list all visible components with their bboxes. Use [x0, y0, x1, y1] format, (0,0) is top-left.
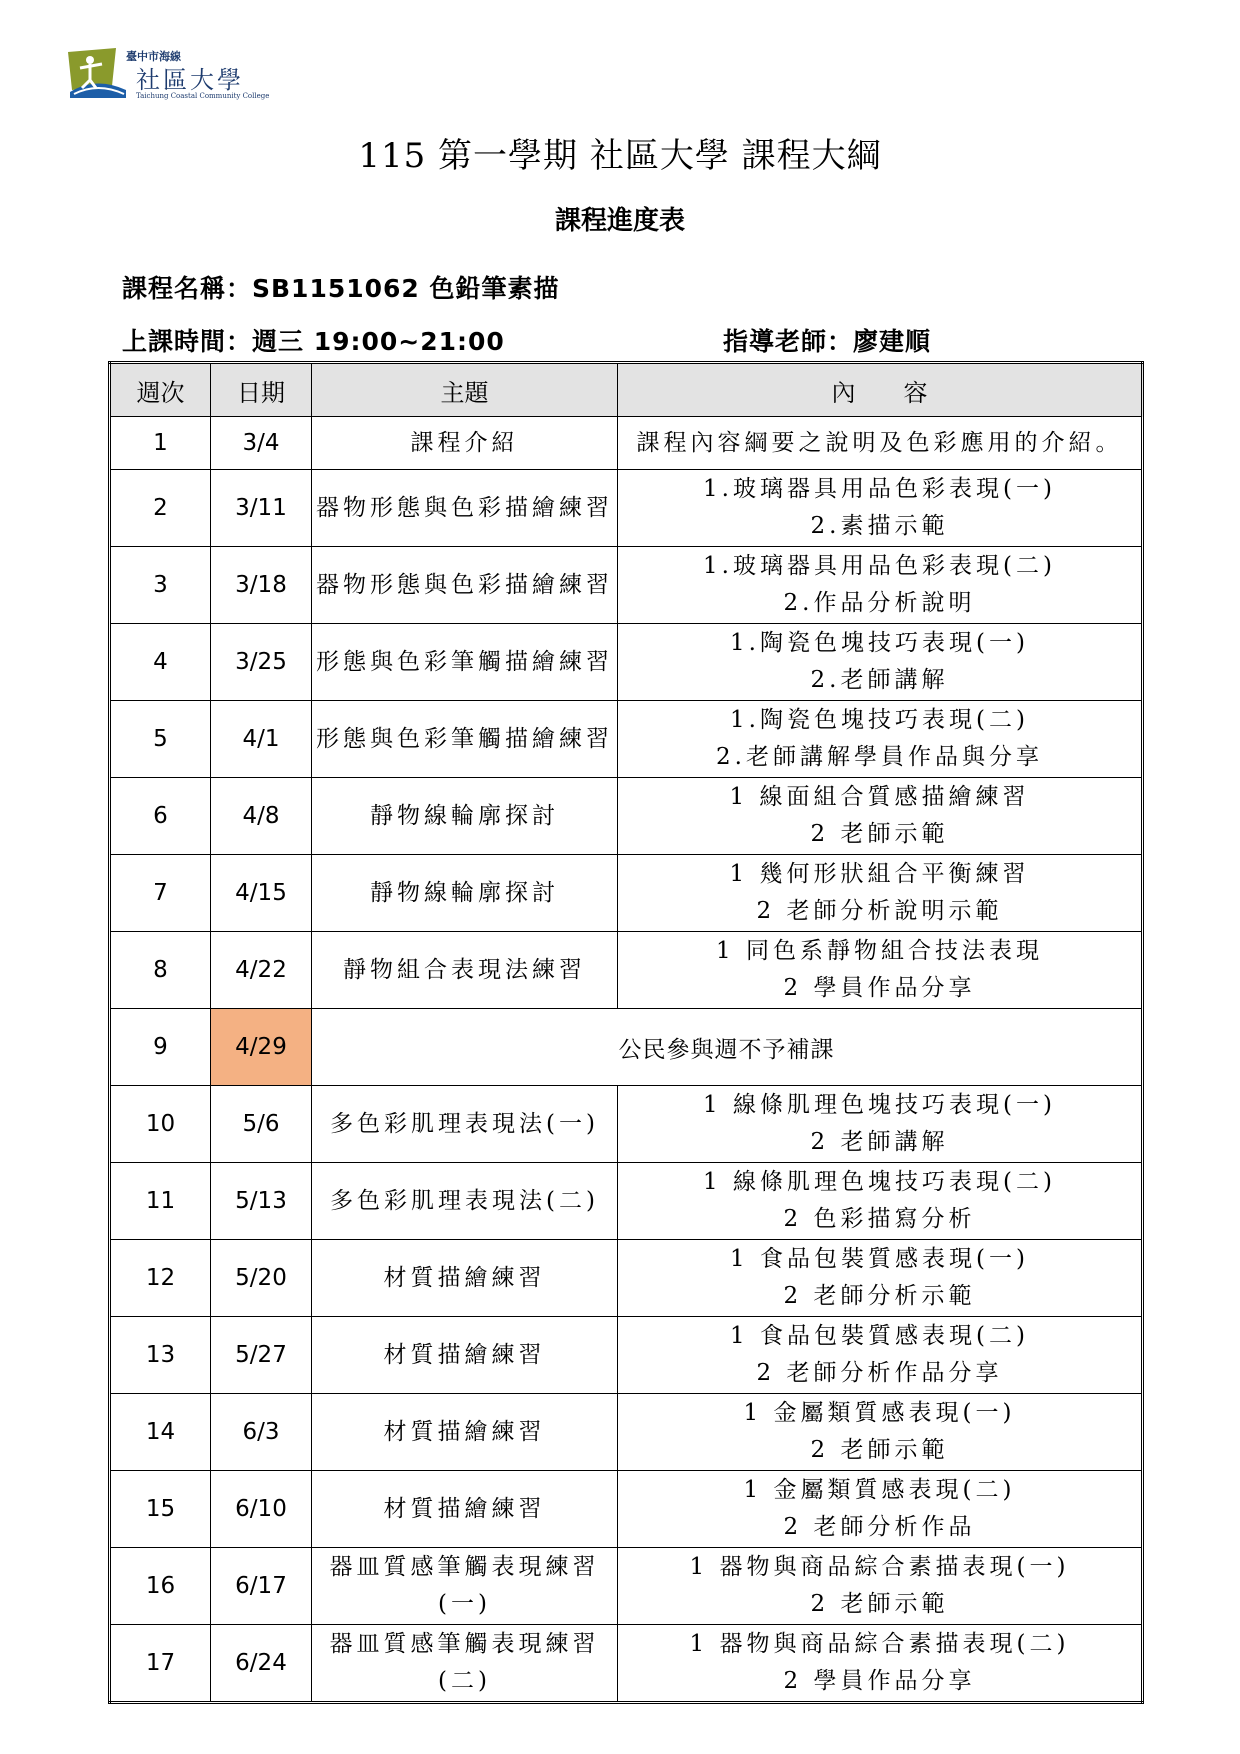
- logo-english-text: Taichung Coastal Community College: [136, 92, 270, 100]
- table-row: [110, 701, 1143, 778]
- content-line: 1 線面組合質感描繪練習: [729, 784, 1030, 810]
- date-cell: 4/22: [211, 932, 312, 1009]
- topic-cell: 材質描繪練習: [312, 1394, 618, 1471]
- content-line: 1 器物與商品綜合素描表現(一): [689, 1554, 1070, 1580]
- content-line: 2.素描示範: [810, 513, 949, 539]
- content-cell: [618, 624, 1143, 701]
- schedule-table: [108, 361, 1144, 1704]
- content-line: 1 線條肌理色塊技巧表現(一): [703, 1092, 1056, 1118]
- course-name: 課程名稱：SB1151062 色鉛筆素描: [122, 274, 560, 303]
- week-cell: 7: [110, 855, 211, 932]
- topic-cell: 器皿質感筆觸表現練習(一): [312, 1548, 618, 1625]
- table-row: [110, 855, 1143, 932]
- topic-cell: 器皿質感筆觸表現練習(二): [312, 1625, 618, 1703]
- content-cell: [618, 1471, 1143, 1548]
- content-line: 2 老師示範: [810, 1591, 949, 1617]
- topic-cell: 靜物組合表現法練習: [312, 932, 618, 1009]
- content-line: 1 器物與商品綜合素描表現(二): [689, 1631, 1070, 1657]
- week-cell: 6: [110, 778, 211, 855]
- header-topic: 主題: [312, 363, 618, 417]
- date-cell: 5/13: [211, 1163, 312, 1240]
- content-line: 1 食品包裝質感表現(一): [730, 1246, 1029, 1272]
- content-line: 2 老師分析說明示範: [756, 898, 1003, 924]
- content-line: 2 色彩描寫分析: [783, 1206, 976, 1232]
- content-line: 2 老師示範: [810, 821, 949, 847]
- header-date: 日期: [211, 363, 312, 417]
- document-title: 115 第一學期 社區大學 課程大綱: [358, 136, 882, 176]
- table-row: [110, 1086, 1143, 1163]
- content-line: 2.老師講解: [810, 667, 949, 693]
- date-cell: 6/3: [211, 1394, 312, 1471]
- content-cell: [618, 417, 1143, 470]
- table-row: [110, 1548, 1143, 1625]
- table-row: [110, 1317, 1143, 1394]
- week-cell: 11: [110, 1163, 211, 1240]
- content-line: 1 金屬類質感表現(一): [743, 1400, 1016, 1426]
- topic-cell: 器物形態與色彩描繪練習: [312, 470, 618, 547]
- content-cell: [618, 1548, 1143, 1625]
- week-cell: 14: [110, 1394, 211, 1471]
- holiday-note-cell: 公民參與週不予補課: [312, 1009, 1143, 1086]
- school-logo-icon: [66, 46, 128, 98]
- content-cell: [618, 932, 1143, 1009]
- content-line: 1 食品包裝質感表現(二): [730, 1323, 1029, 1349]
- table-row: [110, 1394, 1143, 1471]
- topic-cell: 多色彩肌理表現法(一): [312, 1086, 618, 1163]
- topic-cell: 材質描繪練習: [312, 1240, 618, 1317]
- teacher-name: 指導老師：廖建順: [723, 327, 932, 356]
- content-line: 1.陶瓷色塊技巧表現(二): [730, 707, 1029, 733]
- week-cell: 5: [110, 701, 211, 778]
- content-cell: [618, 1086, 1143, 1163]
- content-cell: [618, 1240, 1143, 1317]
- date-cell: 4/15: [211, 855, 312, 932]
- table-header-row: [110, 363, 1143, 417]
- topic-cell: 課程介紹: [312, 417, 618, 470]
- week-cell: 15: [110, 1471, 211, 1548]
- topic-cell: 形態與色彩筆觸描繪練習: [312, 624, 618, 701]
- content-line: 1 同色系靜物組合技法表現: [716, 938, 1043, 964]
- date-cell: 6/17: [211, 1548, 312, 1625]
- content-line: 1.玻璃器具用品色彩表現(二): [703, 553, 1056, 579]
- date-cell: 4/1: [211, 701, 312, 778]
- table-row: [110, 417, 1143, 470]
- content-line: 2 老師示範: [810, 1437, 949, 1463]
- table-row: [110, 470, 1143, 547]
- document-subtitle: 課程進度表: [554, 206, 685, 236]
- content-line: 1.陶瓷色塊技巧表現(一): [730, 630, 1029, 656]
- date-cell: 5/6: [211, 1086, 312, 1163]
- content-line: 1 幾何形狀組合平衡練習: [729, 861, 1030, 887]
- content-cell: [618, 701, 1143, 778]
- content-cell: [618, 778, 1143, 855]
- logo-school-text: 社區大學: [136, 66, 244, 94]
- content-line: 1 金屬類質感表現(二): [743, 1477, 1016, 1503]
- topic-cell: 多色彩肌理表現法(二): [312, 1163, 618, 1240]
- school-logo: [66, 44, 270, 104]
- week-cell: 16: [110, 1548, 211, 1625]
- table-row: [110, 1471, 1143, 1548]
- table-row: [110, 624, 1143, 701]
- date-cell: 3/11: [211, 470, 312, 547]
- date-cell: 3/25: [211, 624, 312, 701]
- content-cell: [618, 547, 1143, 624]
- content-line: 2 老師分析示範: [783, 1283, 976, 1309]
- content-line: 2 學員作品分享: [783, 975, 976, 1001]
- content-cell: [618, 1317, 1143, 1394]
- content-line: 2 老師分析作品分享: [756, 1360, 1003, 1386]
- date-cell: 4/8: [211, 778, 312, 855]
- content-line: 課程內容綱要之說明及色彩應用的介紹。: [636, 429, 1123, 456]
- week-cell: 9: [110, 1009, 211, 1086]
- week-cell: 4: [110, 624, 211, 701]
- content-line: 2 老師分析作品: [783, 1514, 976, 1540]
- date-cell: 3/4: [211, 417, 312, 470]
- week-cell: 10: [110, 1086, 211, 1163]
- table-row: [110, 932, 1143, 1009]
- week-cell: 13: [110, 1317, 211, 1394]
- week-cell: 8: [110, 932, 211, 1009]
- content-line: 2.作品分析說明: [783, 590, 976, 616]
- content-line: 1.玻璃器具用品色彩表現(一): [703, 476, 1056, 502]
- content-cell: [618, 1625, 1143, 1703]
- topic-cell: 材質描繪練習: [312, 1317, 618, 1394]
- table-row: [110, 1163, 1143, 1240]
- date-cell: 3/18: [211, 547, 312, 624]
- content-cell: [618, 855, 1143, 932]
- topic-cell: 靜物線輪廓探討: [312, 778, 618, 855]
- week-cell: 12: [110, 1240, 211, 1317]
- content-line: 1 線條肌理色塊技巧表現(二): [703, 1169, 1056, 1195]
- date-cell: 5/20: [211, 1240, 312, 1317]
- content-line: 2.老師講解學員作品與分享: [716, 744, 1043, 770]
- content-line: 2 學員作品分享: [783, 1668, 976, 1694]
- date-cell: 4/29: [211, 1009, 312, 1086]
- topic-cell: 靜物線輪廓探討: [312, 855, 618, 932]
- header-content: 內 容: [618, 363, 1143, 417]
- week-cell: 3: [110, 547, 211, 624]
- content-cell: [618, 470, 1143, 547]
- content-line: 2 老師講解: [810, 1129, 949, 1155]
- table-row: [110, 547, 1143, 624]
- topic-cell: 形態與色彩筆觸描繪練習: [312, 701, 618, 778]
- date-cell: 5/27: [211, 1317, 312, 1394]
- table-row: [110, 1009, 1143, 1086]
- table-row: [110, 1240, 1143, 1317]
- table-row: [110, 1625, 1143, 1703]
- topic-cell: 材質描繪練習: [312, 1471, 618, 1548]
- table-row: [110, 778, 1143, 855]
- header-week: 週次: [110, 363, 211, 417]
- date-cell: 6/10: [211, 1471, 312, 1548]
- schedule-body: [110, 417, 1143, 1703]
- content-cell: [618, 1394, 1143, 1471]
- class-time: 上課時間：週三 19:00~21:00: [122, 327, 505, 356]
- week-cell: 2: [110, 470, 211, 547]
- topic-cell: 器物形態與色彩描繪練習: [312, 547, 618, 624]
- date-cell: 6/24: [211, 1625, 312, 1703]
- week-cell: 1: [110, 417, 211, 470]
- content-cell: [618, 1163, 1143, 1240]
- logo-city-text: 臺中市海線: [126, 50, 181, 63]
- week-cell: 17: [110, 1625, 211, 1703]
